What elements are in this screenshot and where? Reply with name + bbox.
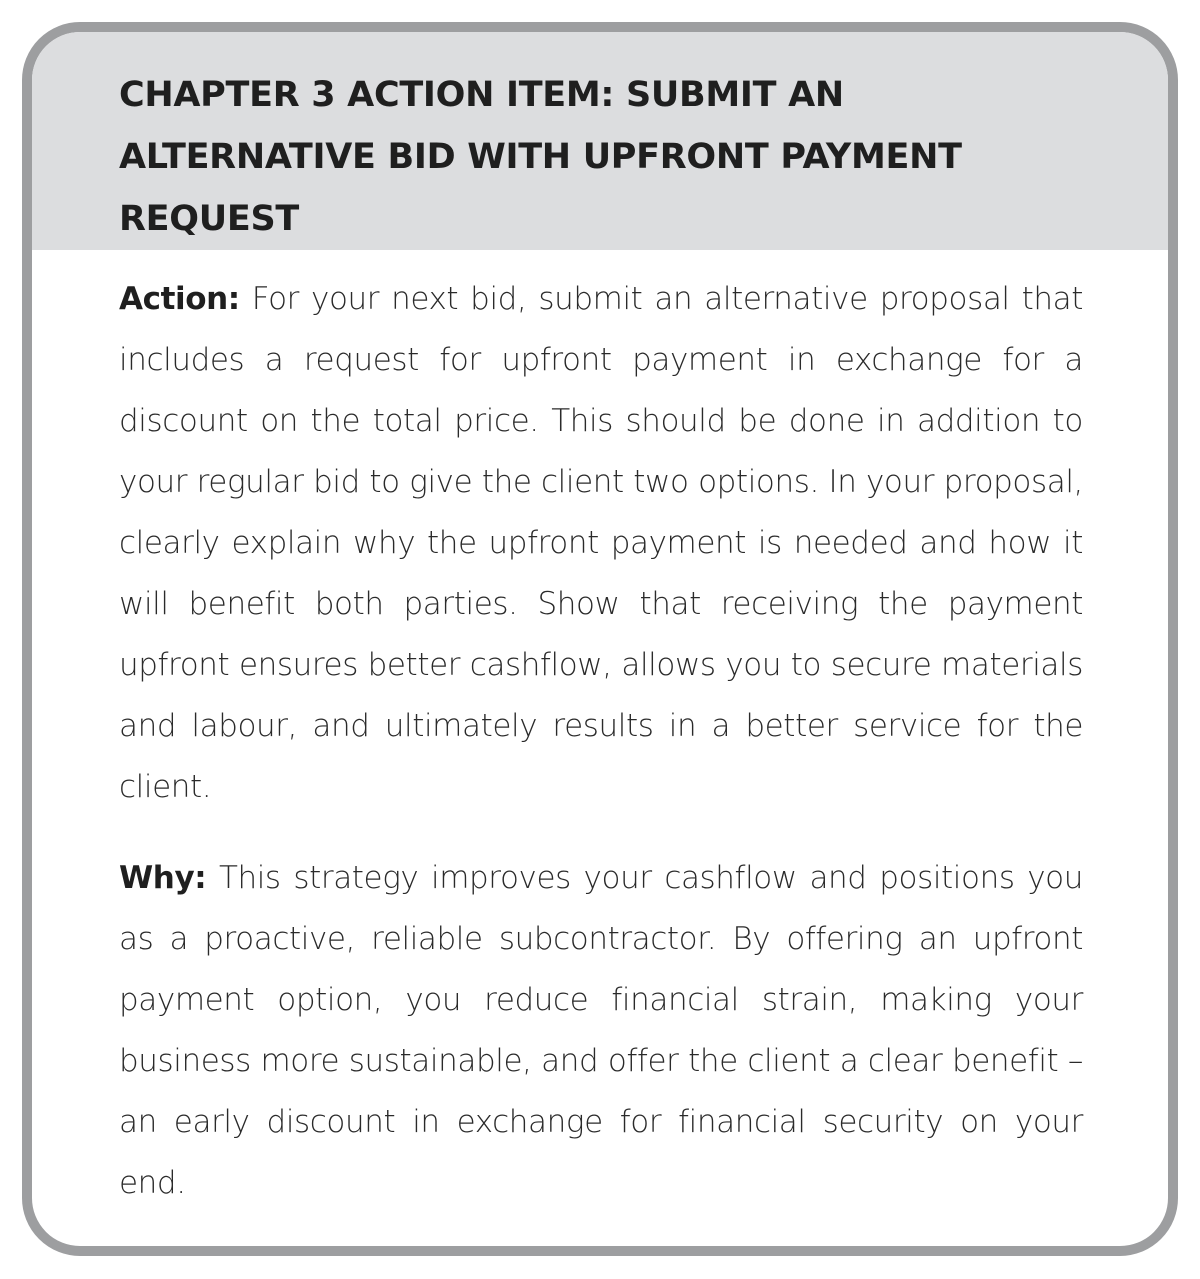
action-item-body xyxy=(32,250,1168,1214)
action-item-title: CHAPTER 3 ACTION ITEM: SUBMIT AN ALTERNATIVE BID WITH UPFRONT PAYMENT REQUEST xyxy=(119,75,962,239)
action-paragraph xyxy=(119,250,1083,818)
action-item-header xyxy=(32,32,1168,250)
why-label: Why: xyxy=(119,860,207,896)
action-label: Action: xyxy=(119,281,240,317)
why-text: This strategy improves your cashflow and positions you as a proactive, reliable subcontractor. By offering an upfront payment option, you reduce financial strain, making your business more sustainable, and offer the client a clear benefit – an early discount in exchange for financial security on your end. xyxy=(119,860,1083,1201)
why-paragraph xyxy=(119,818,1083,1214)
action-text: For your next bid, submit an alternative proposal that includes a request for upfront payment in exchange for a discount on the total price. This should be done in addition to your regular bid to give the client two options. In your proposal, clearly explain why the upfront payment is needed and how it will benefit both parties. Show that receiving the payment upfront ensures better cashflow, allows you to secure materials and labour, and ultimately results in a better service for the client. xyxy=(119,281,1083,805)
action-item-box xyxy=(22,22,1178,1256)
